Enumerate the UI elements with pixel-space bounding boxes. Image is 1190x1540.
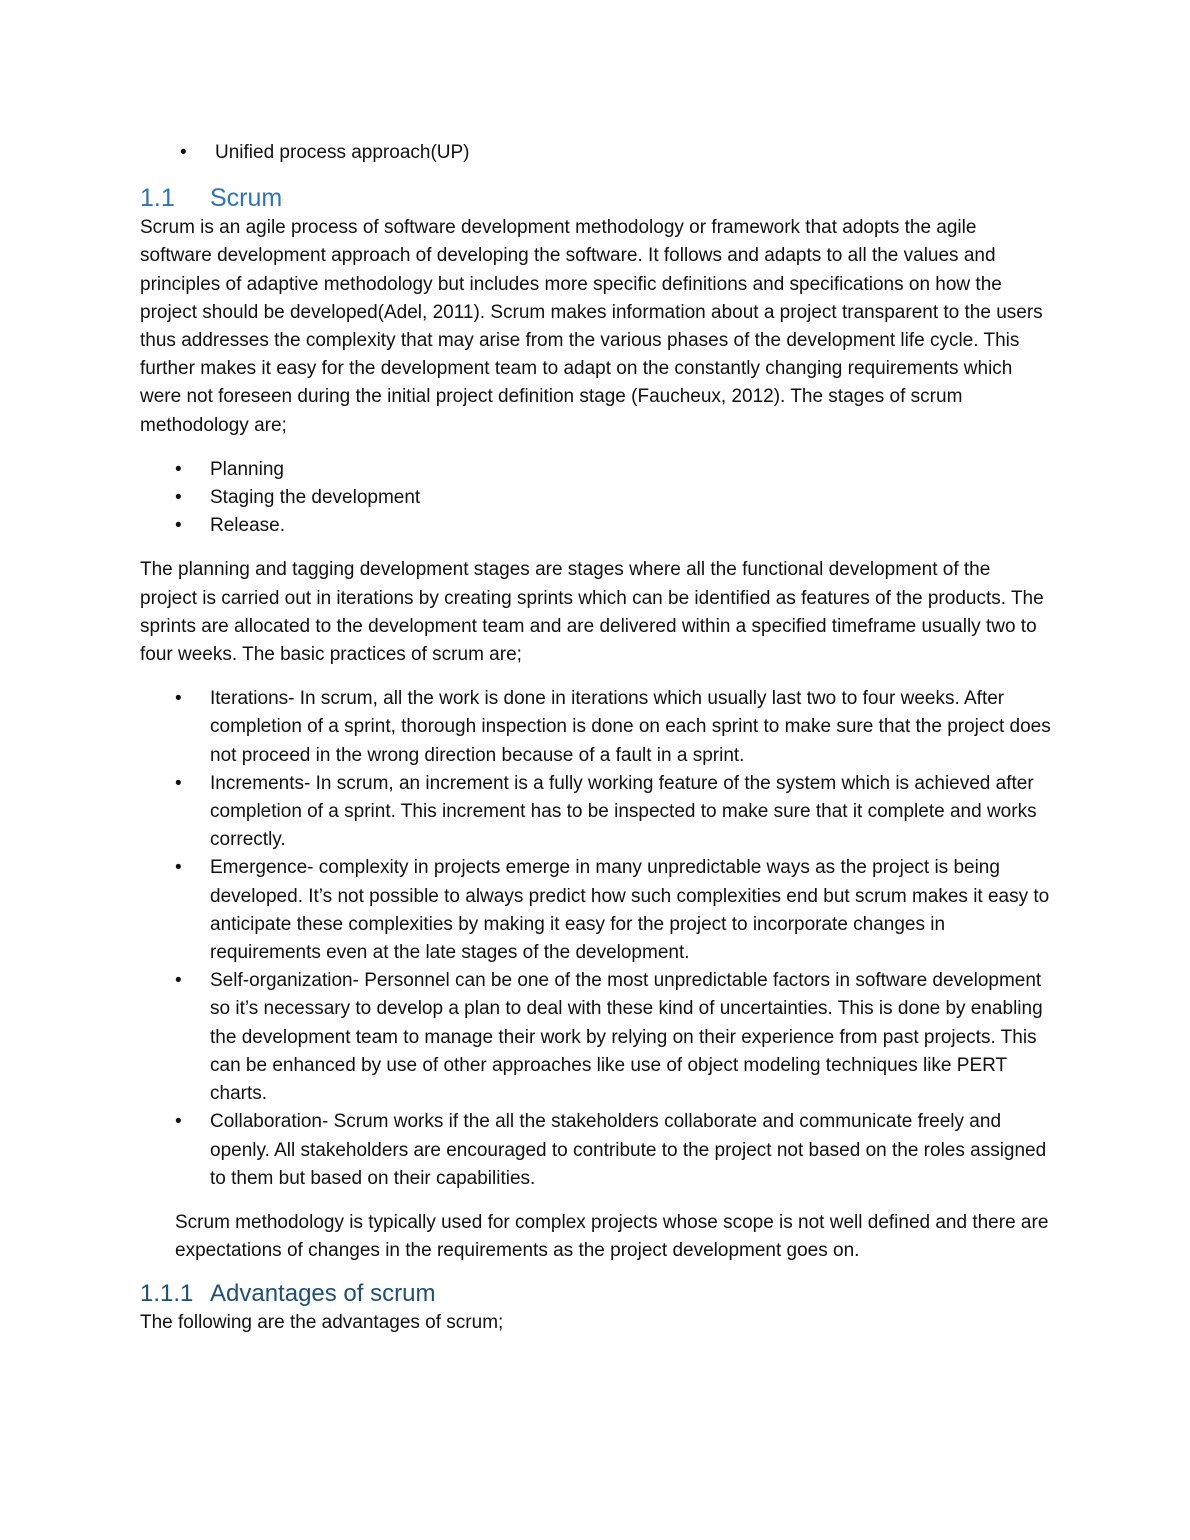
section-number: 1.1	[140, 184, 175, 213]
section-title: Scrum	[210, 184, 283, 213]
list-item: • Planning	[140, 456, 1052, 484]
list-item: • Iterations- In scrum, all the work is done in iterations which usually last two to four weeks. After completion of a sprint, thorough inspection is done on each sprint to make sure that the project does not proceed in the wrong direction because of a fault in a sprint.	[140, 685, 1052, 770]
list-item: • Collaboration- Scrum works if the all the stakeholders collaborate and communicate freely and openly. All stakeholders are encouraged to contribute to the project not based on the roles assigned to them but based on their capabilities.	[140, 1108, 1052, 1193]
section-number: 1.1.1	[140, 1280, 194, 1308]
planning-paragraph: The planning and tagging development stages are stages where all the functional development of the project is carried out in iterations by creating sprints which can be identified as features of the products. The sprints are allocated to the development team and are delivered within a specified timeframe usually two to four weeks. The basic practices of scrum are;	[140, 559, 1044, 666]
list-item: • Emergence- complexity in projects emerge in many unpredictable ways as the project is being developed. It’s not possible to always predict how such complexities end but scrum makes it easy to anticipate these complexities by making it easy for the project to incorporate changes in requirements even at the late stages of the development.	[140, 854, 1052, 967]
list-item: • Increments- In scrum, an increment is a fully working feature of the system which is achieved after completion of a sprint. This increment has to be inspected to make sure that it complete and works correctly.	[140, 770, 1052, 855]
list-item: • Unified process approach(UP)	[145, 139, 1052, 167]
document-page	[140, 0, 1052, 1338]
stages-list	[140, 456, 1052, 541]
list-item: • Release.	[140, 512, 1052, 540]
list-item: • Staging the development	[140, 484, 1052, 512]
list-item: • Self-organization- Personnel can be one of the most unpredictable factors in software development so it’s necessary to develop a plan to deal with these kind of uncertainties. This is done by enabling the development team to manage their work by relying on their experience from past projects. This can be enhanced by use of other approaches like use of object modeling techniques like PERT charts.	[140, 967, 1052, 1108]
practices-list	[140, 685, 1052, 1193]
section-heading-scrum	[140, 183, 1052, 213]
intro-paragraph: Scrum is an agile process of software development methodology or framework that adopts the agile software development approach of developing the software. It follows and adapts to all the values and principles of adaptive methodology but includes more specific definitions and specifications on how the project should be developed(Adel, 2011). Scrum makes information about a project transparent to the users thus addresses the complexity that may arise from the various phases of the development life cycle. This further makes it easy for the development team to adapt on the constantly changing requirements which were not foreseen during the initial project definition stage (Faucheux, 2012). The stages of scrum methodology are;	[140, 217, 1043, 436]
section-title: Advantages of scrum	[210, 1280, 436, 1308]
advantages-intro-paragraph: The following are the advantages of scrum;	[140, 1312, 504, 1334]
usage-paragraph: Scrum methodology is typically used for complex projects whose scope is not well defined and there are expectations of changes in the requirements as the project development goes on.	[175, 1211, 1049, 1262]
section-heading-advantages	[140, 1279, 1052, 1309]
top-bullet-list	[145, 139, 1052, 167]
